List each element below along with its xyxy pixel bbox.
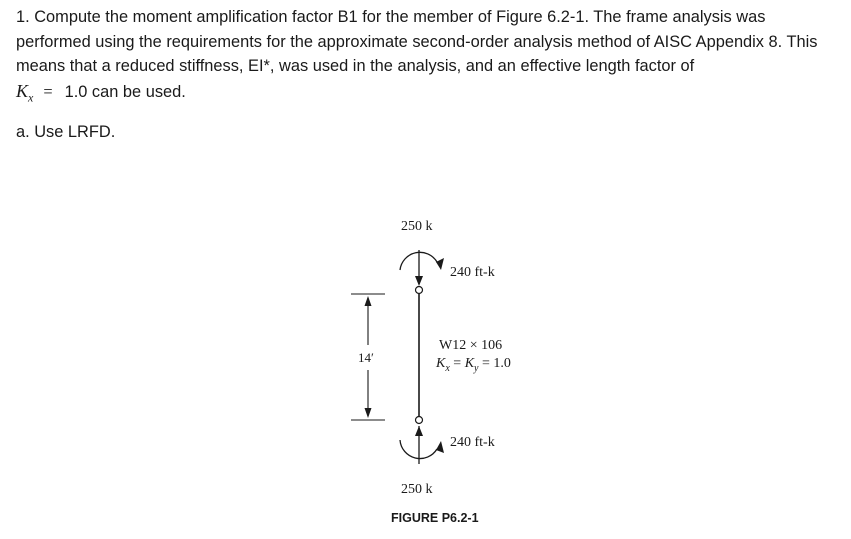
dimension-arrow-down xyxy=(365,408,372,418)
bottom-pin xyxy=(416,417,423,424)
length-label: 14′ xyxy=(358,350,374,365)
section-label: W12 × 106 xyxy=(439,338,503,353)
problem-body: 1. Compute the moment amplification factor B1 for the member of Figure 6.2-1. The frame analysis was performed using the requirements for the approximate second-order analysis method of AISC Appendix 8. This means that a reduced stiffness, EI*, was used in the analysis, and an effective length factor of xyxy=(16,8,818,75)
equals-sign: = xyxy=(43,81,53,101)
bottom-moment-label: 240 ft-k xyxy=(450,435,495,450)
figure-caption: FIGURE P6.2-1 xyxy=(391,511,479,525)
bottom-moment-arrowhead xyxy=(436,441,444,453)
bottom-load-arrowhead xyxy=(415,426,423,436)
effective-length-factor-label: $K_x = K_y = 1.0$ xyxy=(436,356,511,374)
top-load-arrowhead xyxy=(415,276,423,286)
top-pin xyxy=(416,287,423,294)
top-moment-label: 240 ft-k xyxy=(450,265,495,280)
kx-symbol: $K_x$ xyxy=(16,80,34,105)
dimension-arrow-up xyxy=(365,296,372,306)
top-moment-arrowhead xyxy=(436,258,444,270)
kx-value-text: 1.0 can be used. xyxy=(64,82,186,101)
top-load-label: 250 k xyxy=(401,219,433,234)
bottom-load-label: 250 k xyxy=(401,482,433,497)
part-a-label: a. Use LRFD. xyxy=(16,123,116,141)
